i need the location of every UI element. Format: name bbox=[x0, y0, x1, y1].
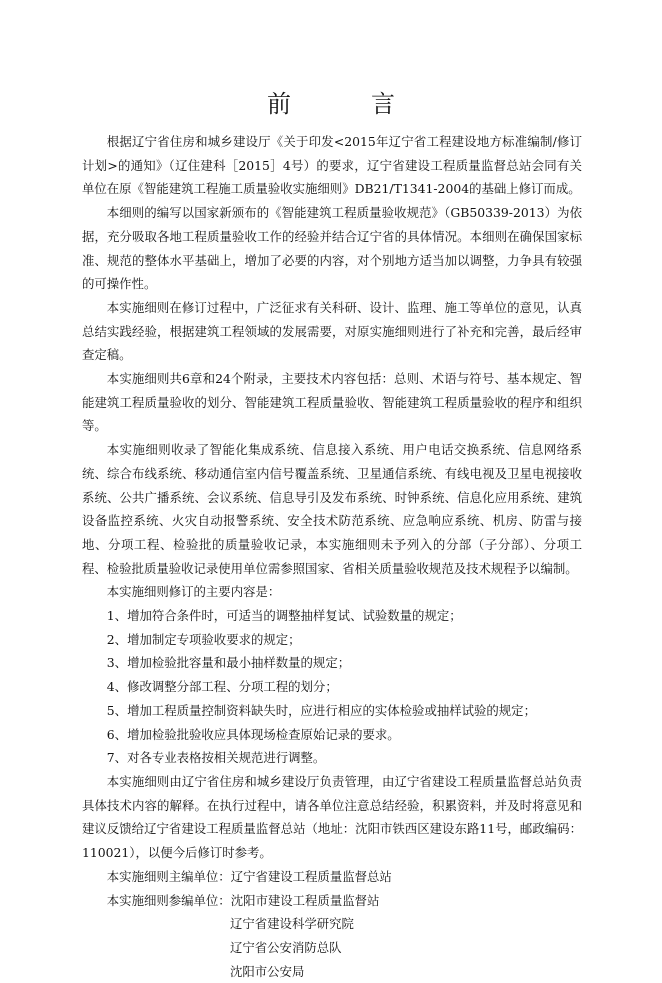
list-item: 5、增加工程质量控制资料缺失时，应进行相应的实体检验或抽样试验的规定； bbox=[106, 702, 536, 718]
participant-unit-row bbox=[82, 889, 582, 913]
list-item: 7、对各专业表格按相关规范进行调整。 bbox=[106, 750, 326, 766]
chief-unit: 辽宁省建设工程质量监督总站 bbox=[230, 868, 392, 884]
participant-unit: 沈阳市公安局 bbox=[230, 963, 305, 979]
page-title: 前 言 bbox=[267, 90, 423, 118]
participant-unit: 辽宁省建设科学研究院 bbox=[230, 916, 354, 932]
participant-unit-label: 本实施细则参编单位： bbox=[106, 892, 231, 908]
paragraph: 根据辽宁省住房和城乡建设厅《关于印发<2015年辽宁省工程建设地方标准编制/修订计划>的通知》（辽住建科［2015］4号）的要求，辽宁省建设工程质量监督总站会同有关单位在原《智能建筑工程施工质量验收实施细则》DB21/T1341-2004的基础上修订而成。 bbox=[82, 134, 582, 197]
chief-unit-label: 本实施细则主编单位： bbox=[106, 868, 231, 884]
paragraph: 本实施细则在修订过程中，广泛征求有关科研、设计、监理、施工等单位的意见，认真总结实践经验，根据建筑工程领域的发展需要，对原实施细则进行了补充和完善，最后经审查定稿。 bbox=[82, 299, 582, 363]
paragraph: 本实施细则收录了智能化集成系统、信息接入系统、用户电话交换系统、信息网络系统、综合布线系统、移动通信室内信号覆盖系统、卫星通信系统、有线电视及卫星电视接收系统、公共广播系统、会议系统、信息导引及发布系统、时钟系统、信息化应用系统、建筑设备监控系统、火灾自动报警系统、安全技术防范系统、应急响应系统、机房、防雷与接地、分项工程、检验批的质量验收记录，本实施细则未予列入的分部（子分部）、分项工程、检验批质量验收记录使用单位需参照国家、省相关质量验收规范及技术规程予以编制。 bbox=[82, 442, 582, 576]
closing-paragraph: 本实施细则由辽宁省住房和城乡建设厅负责管理，由辽宁省建设工程质量监督总站负责具体技术内容的解释。在执行过程中，请各单位注意总结经验，积累资料，并及时将意见和建议反馈给辽宁省建设工程质量监督总站（地址：沈阳市铁西区建设东路11号，邮政编码：110021），以便今后修订时参考。 bbox=[82, 773, 582, 861]
chief-unit-row bbox=[82, 865, 582, 889]
list-item: 6、增加检验批验收应具体现场检查原始记录的要求。 bbox=[106, 726, 400, 742]
list-item: 3、增加检验批容量和最小抽样数量的规定； bbox=[106, 655, 351, 671]
participant-unit: 沈阳市建设工程质量监督站 bbox=[230, 892, 380, 908]
body-text bbox=[82, 130, 582, 983]
list-item: 4、修改调整分部工程、分项工程的划分； bbox=[106, 679, 338, 695]
paragraph: 本实施细则共6章和24个附录，主要技术内容包括：总则、术语与符号、基本规定、智能建筑工程质量验收的划分、智能建筑工程质量验收、智能建筑工程质量验收的程序和组织等。 bbox=[82, 371, 582, 434]
list-item: 2、增加制定专项验收要求的规定； bbox=[106, 631, 301, 647]
editing-units bbox=[82, 865, 582, 983]
list-item: 1、增加符合条件时，可适当的调整抽样复试、试验数量的规定； bbox=[106, 608, 462, 624]
paragraph: 本细则的编写以国家新颁布的《智能建筑工程质量验收规范》（GB50339-2013）为依据，充分吸取各地工程质量验收工作的经验并结合辽宁省的具体情况。本细则在确保国家标准、规范的整体水平基础上，增加了必要的内容，对个别地方适当加以调整，力争具有较强的可操作性。 bbox=[82, 205, 582, 292]
participant-unit: 辽宁省公安消防总队 bbox=[230, 939, 342, 955]
paragraph: 本实施细则修订的主要内容是： bbox=[106, 584, 281, 600]
